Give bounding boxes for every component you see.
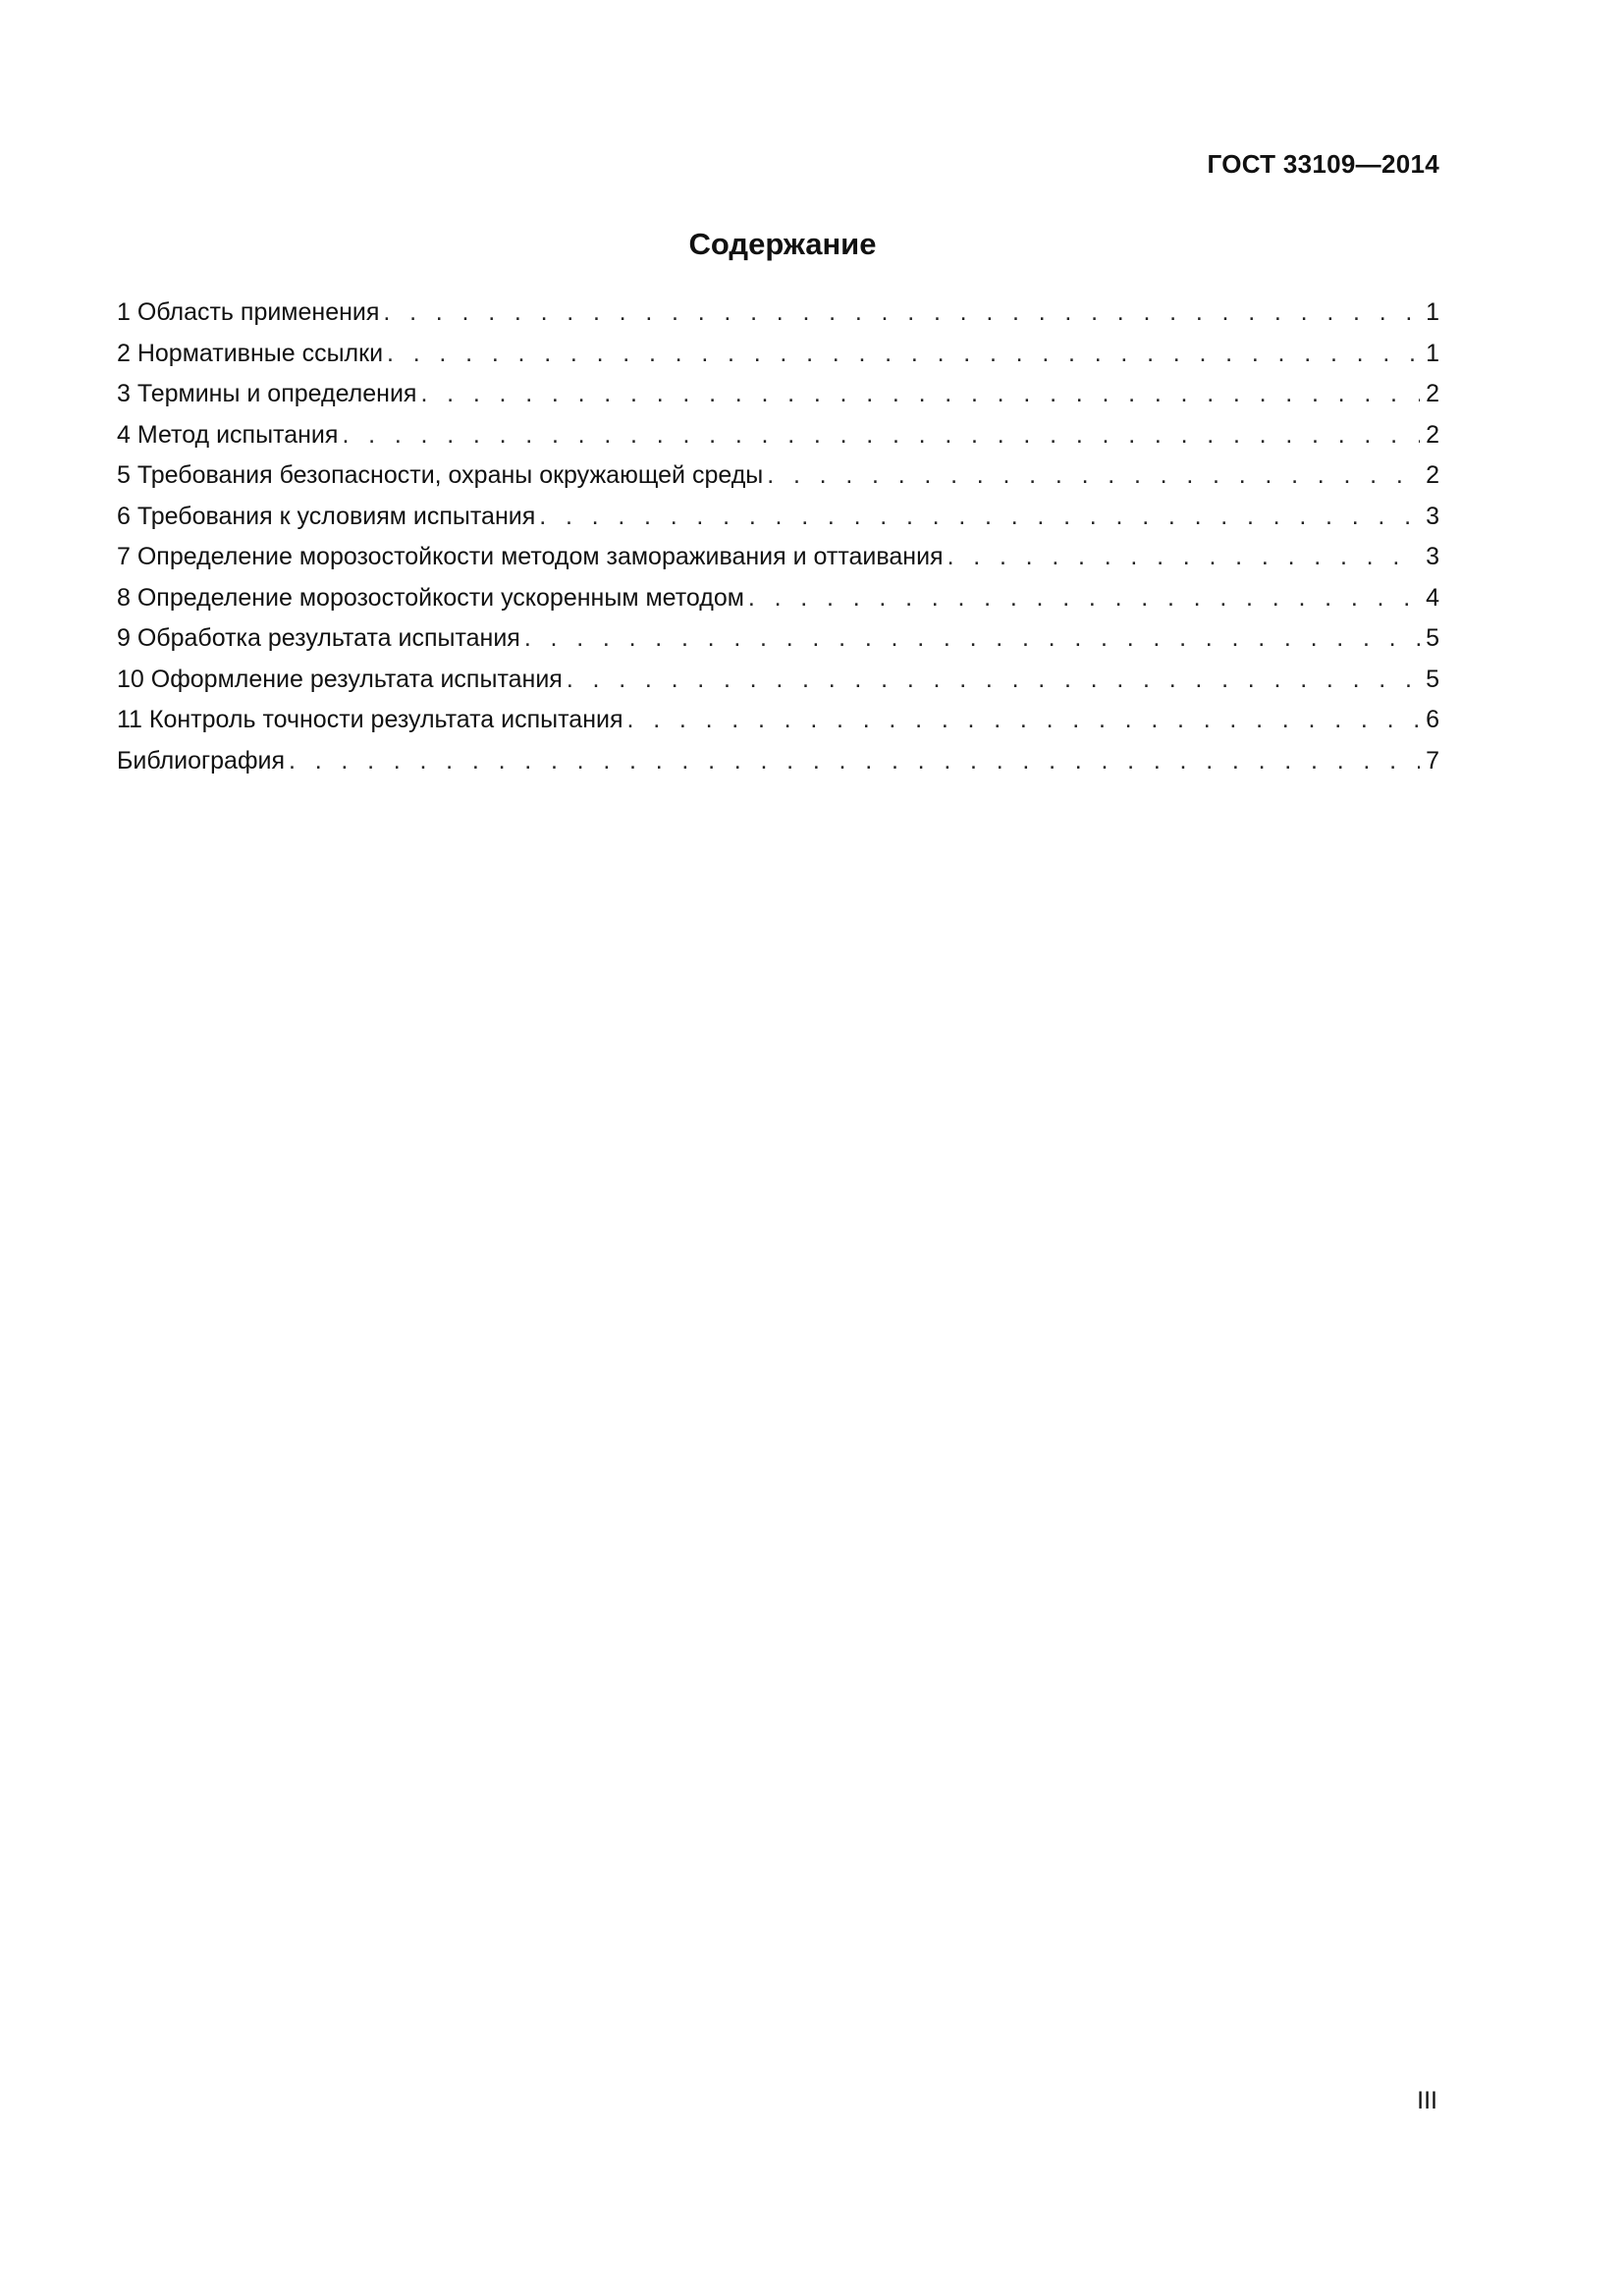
toc-entry-page: 7: [1426, 746, 1439, 774]
toc-entry-label: 2 Нормативные ссылки: [117, 339, 384, 367]
toc-entry-page: 1: [1426, 339, 1439, 367]
toc-entry-label: 5 Требования безопасности, охраны окружающей среды: [117, 461, 764, 489]
document-code: ГОСТ 33109—2014: [1207, 149, 1439, 179]
toc-leader-dots: [383, 293, 1420, 334]
toc-entry[interactable]: [117, 618, 1439, 660]
toc-entry-label: 9 Обработка результата испытания: [117, 624, 520, 652]
toc-leader-dots: [539, 497, 1420, 538]
toc-leader-dots: [524, 618, 1420, 660]
toc-entry-page: 2: [1426, 461, 1439, 489]
toc-entry-label: 4 Метод испытания: [117, 420, 339, 449]
toc-leader-dots: [748, 578, 1420, 619]
toc-entry[interactable]: [117, 334, 1439, 375]
toc-entry[interactable]: [117, 578, 1439, 619]
toc-entry-page: 5: [1426, 624, 1439, 652]
toc-entry-label: 3 Термины и определения: [117, 380, 417, 407]
toc-entry-page: 1: [1426, 298, 1439, 326]
toc-entry-label: 6 Требования к условиям испытания: [117, 502, 536, 530]
toc-entry-label: 10 Оформление результата испытания: [117, 665, 563, 693]
toc-entry[interactable]: [117, 293, 1439, 334]
toc-entry-page: 2: [1426, 420, 1439, 449]
toc-entry-label: 1 Область применения: [117, 298, 380, 326]
toc-entry[interactable]: [117, 455, 1439, 497]
toc-entry[interactable]: [117, 374, 1439, 415]
toc-leader-dots: [420, 374, 1420, 415]
toc-entry-page: 5: [1426, 665, 1439, 693]
toc-leader-dots: [289, 741, 1420, 782]
toc-entry-page: 4: [1426, 583, 1439, 612]
toc-entry-page: 3: [1426, 543, 1439, 570]
table-of-contents: [117, 293, 1439, 781]
toc-entry[interactable]: [117, 497, 1439, 538]
toc-leader-dots: [567, 660, 1420, 701]
toc-entry-label: 11 Контроль точности результата испытания: [117, 706, 623, 733]
toc-entry-label: 7 Определение морозостойкости методом замораживания и оттаивания: [117, 543, 944, 570]
toc-entry-page: 6: [1426, 706, 1439, 733]
toc-entry[interactable]: [117, 700, 1439, 741]
toc-leader-dots: [342, 415, 1420, 456]
toc-entry[interactable]: [117, 415, 1439, 456]
page-number: III: [1417, 2087, 1437, 2114]
toc-entry-page: 2: [1426, 380, 1439, 407]
toc-title: Содержание: [688, 227, 877, 261]
toc-entry-page: 3: [1426, 502, 1439, 530]
toc-entry[interactable]: [117, 537, 1439, 578]
toc-entry[interactable]: [117, 660, 1439, 701]
toc-entry-label: 8 Определение морозостойкости ускоренным методом: [117, 583, 744, 612]
toc-leader-dots: [767, 455, 1420, 497]
toc-entry[interactable]: [117, 741, 1439, 782]
toc-leader-dots: [947, 537, 1421, 578]
toc-leader-dots: [387, 334, 1420, 375]
toc-leader-dots: [627, 700, 1421, 741]
toc-entry-label: Библиография: [117, 746, 286, 774]
